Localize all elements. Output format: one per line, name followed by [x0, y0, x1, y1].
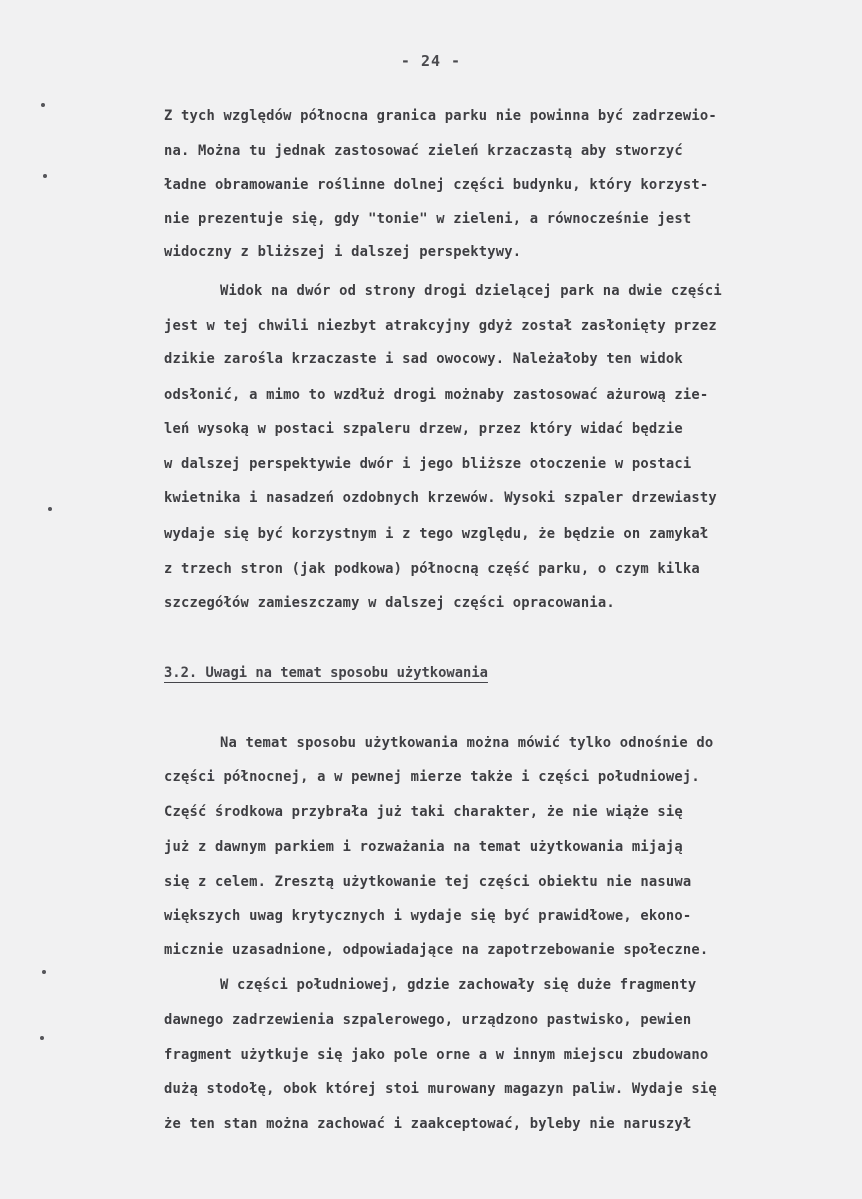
- text-line: Z tych względów północna granica parku nie powinna być zadrzewio-: [164, 108, 717, 124]
- text-line: Część środkowa przybrała już taki charakter, że nie wiąże się: [164, 804, 683, 820]
- text-line: dużą stodołę, obok której stoi murowany magazyn paliw. Wydaje się: [164, 1081, 717, 1097]
- margin-mark: [40, 1036, 44, 1040]
- text-line: szczegółów zamieszczamy w dalszej części opracowania.: [164, 595, 615, 611]
- section-heading: 3.2. Uwagi na temat sposobu użytkowania: [164, 665, 488, 681]
- text-line: na. Można tu jednak zastosować zieleń krzaczastą aby stworzyć: [164, 143, 683, 159]
- text-line: że ten stan można zachować i zaakceptować, byleby nie naruszył: [164, 1116, 692, 1132]
- margin-mark: [42, 970, 46, 974]
- text-line: wydaje się być korzystnym i z tego względu, że będzie on zamykał: [164, 526, 709, 542]
- text-line: większych uwag krytycznych i wydaje się być prawidłowe, ekono-: [164, 908, 692, 924]
- text-line: ładne obramowanie roślinne dolnej części budynku, który korzyst-: [164, 177, 709, 193]
- text-line: się z celem. Zresztą użytkowanie tej części obiektu nie nasuwa: [164, 874, 692, 890]
- text-line: już z dawnym parkiem i rozważania na temat użytkowania mijają: [164, 839, 683, 855]
- margin-mark: [41, 103, 45, 107]
- page-number: - 24 -: [400, 52, 462, 70]
- text-line: leń wysoką w postaci szpaleru drzew, przez który widać będzie: [164, 421, 683, 437]
- text-line: kwietnika i nasadzeń ozdobnych krzewów. Wysoki szpaler drzewiasty: [164, 490, 717, 506]
- margin-mark: [48, 507, 52, 511]
- margin-mark: [43, 174, 47, 178]
- text-line: widoczny z bliższej i dalszej perspektywy.: [164, 244, 522, 260]
- text-line: micznie uzasadnione, odpowiadające na zapotrzebowanie społeczne.: [164, 942, 709, 958]
- text-line: nie prezentuje się, gdy "tonie" w zieleni, a równocześnie jest: [164, 211, 692, 227]
- text-line: dawnego zadrzewienia szpalerowego, urządzono pastwisko, pewien: [164, 1012, 692, 1028]
- text-line: z trzech stron (jak podkowa) północną część parku, o czym kilka: [164, 561, 700, 577]
- text-line: odsłonić, a mimo to wzdłuż drogi możnaby zastosować ażurową zie-: [164, 387, 709, 403]
- text-line: W części południowej, gdzie zachowały się duże fragmenty: [220, 977, 697, 993]
- text-line: Na temat sposobu użytkowania można mówić tylko odnośnie do: [220, 735, 714, 751]
- text-line: fragment użytkuje się jako pole orne a w innym miejscu zbudowano: [164, 1047, 709, 1063]
- text-line: dzikie zarośla krzaczaste i sad owocowy. Należałoby ten widok: [164, 351, 683, 367]
- text-line: części północnej, a w pewnej mierze także i części południowej.: [164, 769, 700, 785]
- text-line: w dalszej perspektywie dwór i jego bliższe otoczenie w postaci: [164, 456, 692, 472]
- text-line: Widok na dwór od strony drogi dzielącej park na dwie części: [220, 283, 722, 299]
- text-line: jest w tej chwili niezbyt atrakcyjny gdyż został zasłonięty przez: [164, 318, 717, 334]
